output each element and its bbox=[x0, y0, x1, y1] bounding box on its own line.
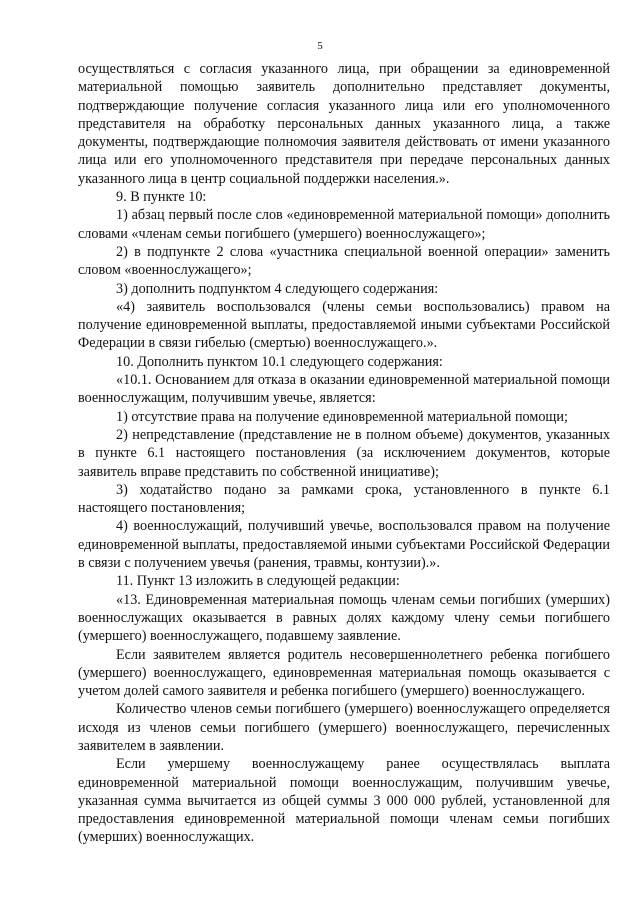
paragraph-deduction: Если умершему военнослужащему ранее осуществлялась выплата единовременной материальной помощи военнослужащим, получившим увечье, указанная сумма вычитается из общей суммы 3 000 000 рублей, установленной для предоставления единовременной материальной помощи членам семьи погибших (умерших) военнослужащих. bbox=[78, 756, 610, 846]
paragraph-item-9-2: 2) в подпункте 2 слова «участника специальной военной операции» заменить словом «военнослужащего»; bbox=[78, 243, 610, 279]
paragraph-refusal-1: 1) отсутствие права на получение единовременной материальной помощи; bbox=[116, 408, 568, 425]
paragraph-refusal-3: 3) ходатайство подано за рамками срока, установленного в пункте 6.1 настоящего постановления; bbox=[78, 481, 610, 517]
paragraph-quote-10-1: «10.1. Основанием для отказа в оказании единовременной материальной помощи военнослужащим, получившим увечье, является: bbox=[78, 372, 610, 407]
paragraph-item-10: 10. Дополнить пунктом 10.1 следующего содержания: bbox=[116, 353, 443, 370]
paragraph-item-11: 11. Пункт 13 изложить в следующей редакции: bbox=[116, 573, 400, 590]
paragraph-continuation: осуществляться с согласия указанного лица, при обращении за единовременной материальной помощью заявитель дополнительно представляет документы, подтверждающие получение согласия указанного лица или его уполномоченного представителя на обработку персональных данных указанного лица, а также документы, подтверждающие полномочия заявителя действовать от имени указанного лица или его уполномоченного представителя при передаче персональных данных указанного лица в центр социальной поддержки населения.». bbox=[78, 61, 610, 187]
document-body bbox=[78, 60, 610, 847]
paragraph-quote-4: «4) заявитель воспользовался (члены семьи воспользовались) правом на получение единовременной выплаты, предоставляемой иными субъектами Российской Федерации в связи гибелью (смертью) военнослужащего.». bbox=[78, 298, 610, 352]
paragraph-quote-13: «13. Единовременная материальная помощь членам семьи погибших (умерших) военнослужащих оказывается в равных долях каждому члену семьи погибшего (умершего) военнослужащего, подавшему заявление. bbox=[78, 591, 610, 645]
paragraph-refusal-2: 2) непредставление (представление не в полном объеме) документов, указанных в пункте 6.1 настоящего постановления (за исключением документов, которые заявитель вправе представить по собственной инициативе); bbox=[78, 426, 610, 480]
paragraph-refusal-4: 4) военнослужащий, получивший увечье, воспользовался правом на получение единовременной выплаты, предоставляемой иными субъектами Российской Федерации в связи с получением увечья (ранения, травмы, контузии).». bbox=[78, 518, 610, 572]
paragraph-family-count: Количество членов семьи погибшего (умершего) военнослужащего определяется исходя из членов семьи погибшего (умершего) военнослужащего, перечисленных заявителем в заявлении. bbox=[78, 701, 610, 754]
paragraph-item-9-1: 1) абзац первый после слов «единовременной материальной помощи» дополнить словами «членам семьи погибшего (умершего) военнослужащего»; bbox=[78, 207, 610, 242]
paragraph-item-9-3: 3) дополнить подпунктом 4 следующего содержания: bbox=[116, 280, 439, 297]
paragraph-parent-applicant: Если заявителем является родитель несовершеннолетнего ребенка погибшего (умершего) военнослужащего, единовременная материальная помощь оказывается с учетом долей самого заявителя и ребенка погибшего (умершего) военнослужащего. bbox=[78, 646, 610, 700]
page-number: 5 bbox=[317, 40, 323, 52]
paragraph-item-9: 9. В пункте 10: bbox=[116, 189, 207, 206]
